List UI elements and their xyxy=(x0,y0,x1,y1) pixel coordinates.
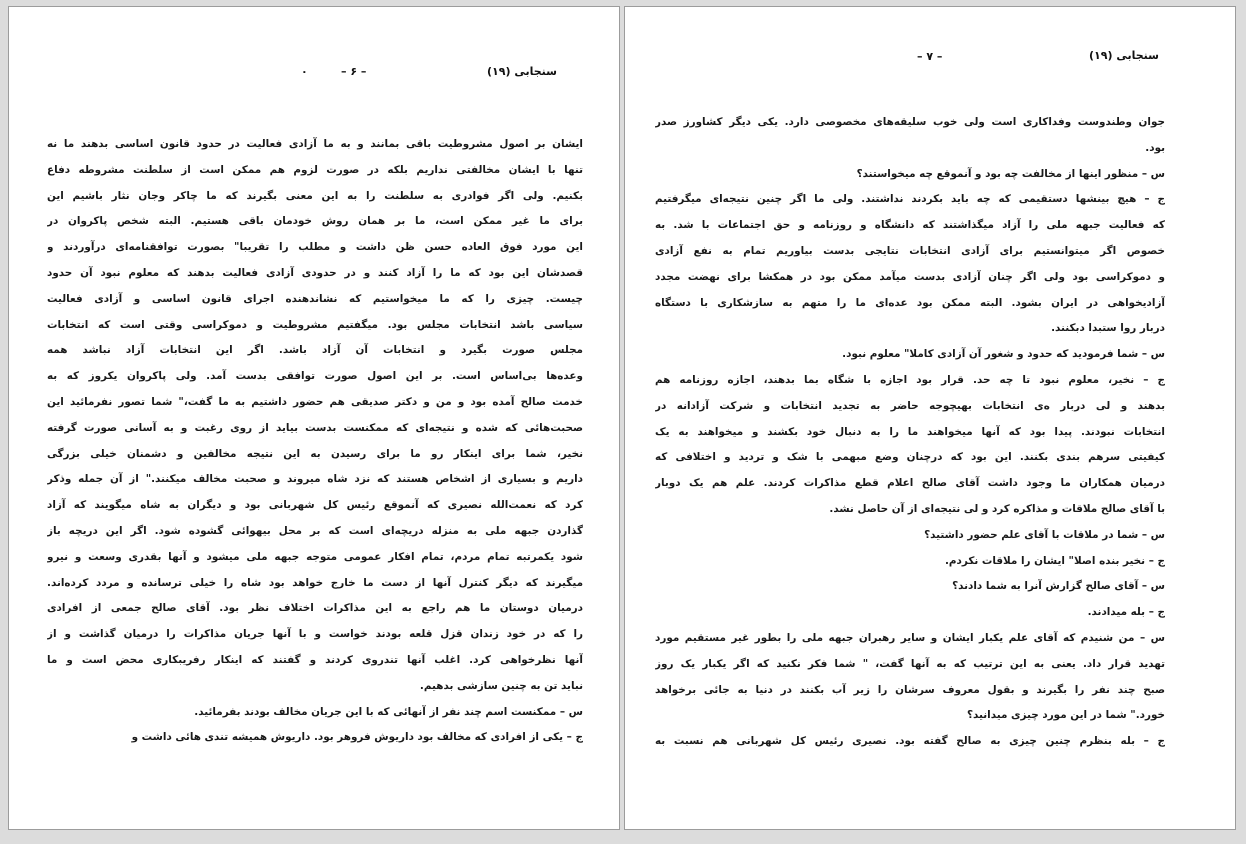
left-page-body xyxy=(47,132,583,751)
left-document-page xyxy=(8,6,620,830)
text-line: ج – نخیر بنده اصلا" ایشان را ملاقات نکردم. xyxy=(944,554,1165,567)
text-line: آنها نظرخواهی کرد. اغلب آنها تندروی کردند و گفتند که اینکار رفریبکاری محض است و ما xyxy=(47,653,583,666)
right-page-body xyxy=(655,110,1165,755)
text-line: خصوص اگر میتوانستیم برای آزادی انتخابات نتایجی بدست بیاوریم تمام به نفع آزادی xyxy=(655,244,1165,257)
text-line: س – من شنیدم که آقای علم یکبار ایشان و سایر رهبران جبهه ملی را بطور غیر مستقیم مورد xyxy=(655,631,1165,644)
text-line: تنها با ایشان مخالفتی نداریم بلکه در صورت لزوم هم ممکن است از سلطنت مشروطه دفاع xyxy=(47,163,583,176)
text-line: ج – یکی از افرادی که مخالف بود داریوش فروهر بود. داریوش همیشه تندی هائی داشت و xyxy=(131,731,583,744)
text-line: میگیرند که دیگر کنترل آنها از دست ما خارج خواهد بود شاه را خیلی ترسانده و مردد کرده‌اند. xyxy=(47,576,583,589)
text-line: نباید تن به چنین سازشی بدهیم. xyxy=(419,679,583,692)
text-line: وعده‌ها بی‌اساس است. بر این اصول صورت توافقی بدست آمد. ولی پاکروان یکروز که به xyxy=(47,370,583,383)
text-line: درمیان همکاران ما وجود داشت آقای صالح اعلام قطع مذاکرات کردند. علم هم یک دوبار xyxy=(655,477,1165,490)
text-line: کرد که نعمت‌الله نصیری که آنموقع رئیس کل شهربانی بود و دیگران به شاه میگویند که آزاد xyxy=(47,499,583,512)
text-line: س – ممکنست اسم چند نفر از آنهائی که با این جریان مخالف بودند بفرمائید. xyxy=(194,705,583,718)
left-page-mark: ٠ xyxy=(301,65,308,78)
text-line: درمیان دوستان ما هم راجع به این مذاکرات اختلاف نظر بود. آقای صالح جمعی از افرادی xyxy=(47,602,583,615)
text-line: ج – بله میدادند. xyxy=(1087,606,1165,619)
text-line: بود. xyxy=(1145,141,1165,154)
text-line: تهدید قرار داد. یعنی به این ترتیب که به آنها گفت، " شما فکر نکنید که اگر یکبار یک روز xyxy=(655,657,1165,670)
text-line: بکنیم. ولی اگر فوادری به سلطنت را به این معنی بگیرند که ما چاکر وجان نثار باشیم این xyxy=(47,189,583,202)
text-line: برای ما غیر ممکن است، ما بر همان روش خودمان باقی هستیم. البته شخص پاکروان در xyxy=(47,215,583,228)
text-line: صحبت‌هائی که شده و نتیجه‌ای که ممکنست بدست بیاید از روی رغبت و به آسانی صورت گرفته xyxy=(47,421,583,434)
text-line: خورد." شما در این مورد چیزی میدانید؟ xyxy=(967,709,1165,722)
text-line: که فعالیت جبهه ملی را آزاد میگذاشتند که دانشگاه و روزنامه و حق اجتماعات با شد. به xyxy=(655,219,1165,232)
text-line: ایشان بر اصول مشروطیت باقی بمانند و به ما آزادی فعالیت در حدود قانون اساسی بدهند ما نه xyxy=(47,138,583,150)
text-line: با آقای صالح ملاقات و مذاکره کرد و لی نتیجه‌ای از آن حاصل نشد. xyxy=(829,502,1165,515)
text-line: نخیر، شما برای اینکار رو ما برای رسیدن به این نتیجه مخالفین و دشمنان خیلی بزرگی xyxy=(47,447,583,460)
text-line: سیاسی باشد انتخابات مجلس بود. میگفتیم مشروطیت و دموکراسی وقتی است که انتخابات xyxy=(47,318,583,331)
text-line: قصدشان این بود که ما را آزاد کنند و در حدودی آزادی فعالیت بدهند که معلوم نبود آن حدود xyxy=(47,266,583,279)
text-line: س – شما فرمودید که حدود و شغور آن آزادی کاملا" معلوم نبود. xyxy=(842,348,1165,361)
text-line: مجلس صورت بگیرد و انتخابات آن آزاد باشد. اگر این انتخابات آزاد نباشد همه xyxy=(47,344,583,357)
text-line: این مورد فوق العاده حسن ظن داشت و مطلب را تقریبا" بصورت توافقنامه‌ای درآوردند و xyxy=(47,241,583,254)
text-line: خدمت صالح آمده بود و من و دکتر صدیقی هم حضور داشتیم به ما گفت،" شما تصور نفرمائید این xyxy=(47,395,583,408)
text-line: آزادیخواهی در ایران بشود. البته ممکن بود عده‌ای ما را متهم به سازشکاری با دستگاه xyxy=(655,296,1165,309)
text-line: چیست. چیزی را که ما میخواستیم که نشاندهنده اجرای قانون اساسی و آزادی فعالیت xyxy=(47,292,583,305)
left-page-number: – ۶ – xyxy=(341,65,367,78)
text-line: شود یکمرتبه تمام مردم، تمام افکار عمومی متوجه جبهه ملی میشود و آنها بقدری وسعت و نیرو xyxy=(47,550,583,563)
text-line: ج – هیچ بینشها دستقیمی که چه باید بکردند نداشتند. ولی ما اگر چنین نتیجه‌ای میگرفتیم xyxy=(655,193,1165,206)
text-line: را که در خود زندان قزل قلعه بودند خواست و با آنها جریان مذاکرات را درمیان گذاشت و از xyxy=(47,628,583,641)
text-line: بدهند و لی دربار ه‌ی انتخابات بهیچوجه حاضر به تجدید انتخابات و شرکت آزادانه در xyxy=(655,399,1165,412)
right-document-page xyxy=(624,6,1236,830)
text-line: انتخابات نبودند. پیدا بود که آنها میخواهند ما را به دنبال خود بکشند و میخواهند به یک xyxy=(655,425,1165,438)
text-line: ج – بله بنظرم چنین چیزی به صالح گفته بود. نصیری رئیس کل شهربانی هم نسبت به xyxy=(655,735,1165,748)
right-page-number: – ۷ – xyxy=(917,50,943,63)
text-line: دربار روا ستبدا دبکنند. xyxy=(1051,322,1165,335)
right-page-header-title: سنجابی (۱۹) xyxy=(1089,49,1159,62)
text-line: گذاردن جبهه ملی به منزله دریچه‌ای است که بر محل بیهوائی گشوده شود. اگر این دریچه باز xyxy=(47,524,583,537)
text-line: س – آقای صالح گزارش آنرا به شما دادند؟ xyxy=(952,580,1165,593)
text-line: جوان وطندوست وفداکاری است ولی خوب سلیقه‌های مخصوصی دارد. یکی دیگر کشاورز صدر xyxy=(655,116,1165,128)
left-page-header-title: سنجابی (۱۹) xyxy=(487,65,557,78)
text-line: و دموکراسی بود ولی اگر چنان آزادی بدست میآمد ممکن بود در همکشا برای نهضت مجدد xyxy=(655,270,1165,283)
text-line: س – منظور اینها از مخالفت چه بود و آنموقع چه میخواستند؟ xyxy=(856,167,1165,180)
text-line: کیفیتی سرهم بندی بکنند. این بود که درچنان وضع مبهمی با شک و تردید و اختلافی که xyxy=(655,451,1165,464)
text-line: س – شما در ملاقات با آقای علم حضور داشتید؟ xyxy=(924,528,1165,541)
text-line: صبح چند نفر را بگیرند و بقول معروف سرشان را زیر آب بکنند در دنیا به جائی برخواهد xyxy=(655,683,1165,696)
text-line: داریم و بسیاری از اشخاص هستند که نزد شاه میروند و صحبت مخالف میکنند." از آن جمله وذکر xyxy=(47,473,583,486)
text-line: ج – نخیر، معلوم نبود تا چه حد. قرار بود اجازه با شگاه بما بدهند، اجازه روزنامه هم xyxy=(655,373,1165,386)
